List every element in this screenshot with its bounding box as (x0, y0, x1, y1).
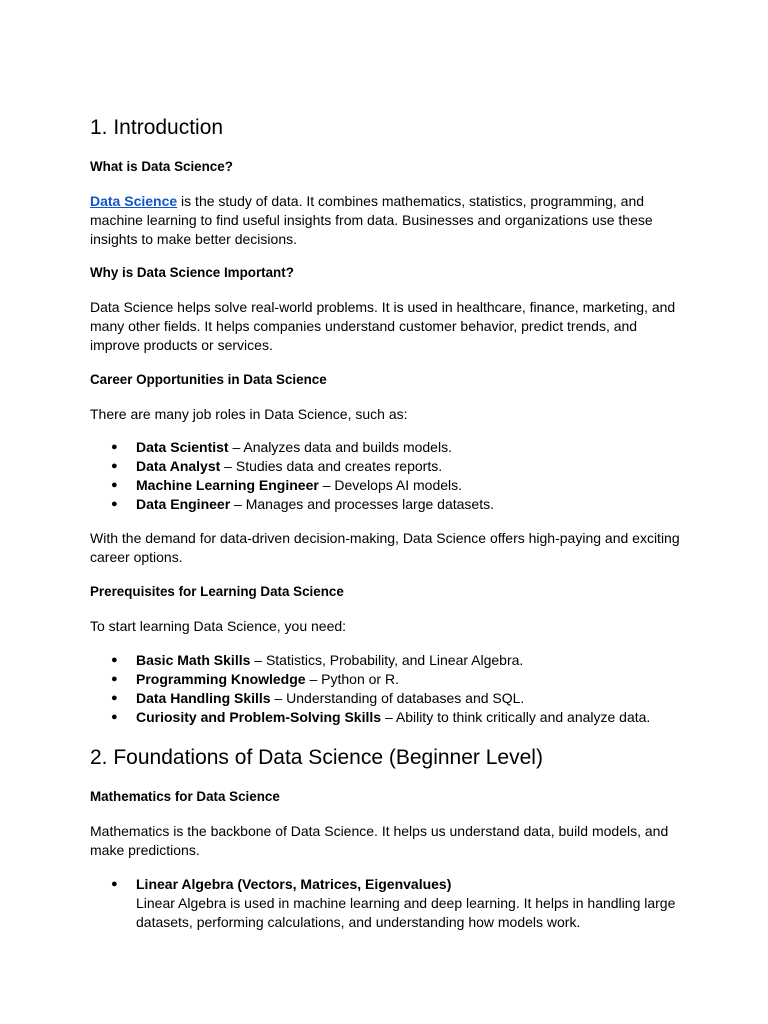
list-item-term: Data Analyst (136, 458, 221, 474)
list-item-desc: – Develops AI models. (318, 477, 463, 493)
bullet-icon: ● (111, 711, 118, 723)
mathematics-topics-list (90, 875, 680, 932)
paragraph-what-is-data-science (90, 192, 680, 249)
list-item-desc: Linear Algebra is used in machine learning and deep learning. It helps in handling large datasets, performing calculations, and understanding how models work. (136, 895, 676, 930)
list-item (90, 670, 680, 689)
list-item-term: Curiosity and Problem-Solving Skills (136, 709, 382, 725)
subheading-why-important: Why is Data Science Important? (90, 265, 294, 280)
list-item (90, 651, 680, 670)
paragraph-prereqs-intro: To start learning Data Science, you need: (90, 618, 347, 634)
bullet-icon: ● (111, 692, 118, 704)
list-item-term: Data Engineer (136, 496, 231, 512)
paragraph-text: is the study of data. It combines mathematics, statistics, programming, and machine learning to find useful insights from data. Businesses and organizations use these insights to make better decisions. (90, 193, 653, 247)
list-item (90, 875, 680, 932)
list-item-term: Data Handling Skills (136, 690, 271, 706)
list-item-desc: – Understanding of databases and SQL. (270, 690, 525, 706)
list-item (90, 495, 680, 514)
list-item (90, 476, 680, 495)
list-item (90, 708, 680, 727)
paragraph-career-outro: With the demand for data-driven decision-making, Data Science offers high-paying and exciting career options. (90, 530, 680, 565)
list-item-desc: – Python or R. (305, 671, 399, 687)
list-item-desc: – Ability to think critically and analyze data. (381, 709, 651, 725)
list-item-desc: – Analyzes data and builds models. (228, 439, 452, 455)
bullet-icon: ● (111, 460, 118, 472)
paragraph-career-intro: There are many job roles in Data Science, such as: (90, 406, 408, 422)
list-item-desc: – Statistics, Probability, and Linear Algebra. (250, 652, 524, 668)
list-item-term: Machine Learning Engineer (136, 477, 319, 493)
list-item-term: Basic Math Skills (136, 652, 251, 668)
subheading-career-opportunities: Career Opportunities in Data Science (90, 372, 327, 387)
list-item (90, 457, 680, 476)
bullet-icon: ● (111, 673, 118, 685)
bullet-icon: ● (111, 654, 118, 666)
bullet-icon: ● (111, 441, 118, 453)
prerequisites-list (90, 651, 680, 727)
list-item-term: Linear Algebra (Vectors, Matrices, Eigenvalues) (136, 876, 452, 892)
list-item-term: Data Scientist (136, 439, 229, 455)
paragraph-why-important: Data Science helps solve real-world problems. It is used in healthcare, finance, marketing, and many other fields. It helps companies understand customer behavior, predict trends, and improve products or services. (90, 299, 676, 353)
bullet-icon: ● (111, 878, 118, 890)
list-item (90, 689, 680, 708)
list-item-desc: – Studies data and creates reports. (220, 458, 443, 474)
subheading-what-is-data-science: What is Data Science? (90, 159, 233, 174)
list-item-desc: – Manages and processes large datasets. (230, 496, 494, 512)
subheading-mathematics: Mathematics for Data Science (90, 789, 280, 804)
subheading-prerequisites: Prerequisites for Learning Data Science (90, 584, 344, 599)
data-science-link[interactable]: Data Science (90, 193, 178, 209)
career-roles-list (90, 438, 680, 514)
list-item-term: Programming Knowledge (136, 671, 306, 687)
list-item (90, 438, 680, 457)
bullet-icon: ● (111, 498, 118, 510)
section-heading-introduction: 1. Introduction (90, 116, 224, 139)
section-heading-foundations: 2. Foundations of Data Science (Beginner Level) (90, 746, 543, 769)
paragraph-mathematics-intro: Mathematics is the backbone of Data Science. It helps us understand data, build models, and make predictions. (90, 823, 669, 858)
bullet-icon: ● (111, 479, 118, 491)
